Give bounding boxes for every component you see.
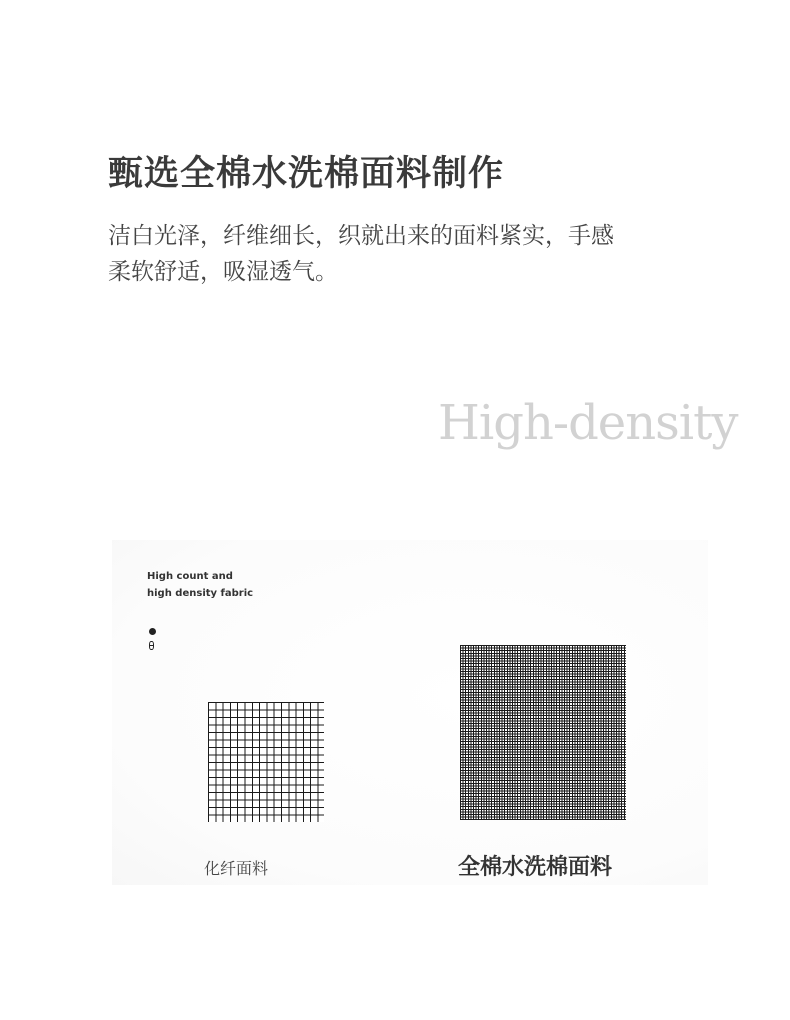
fabric-caption-line-2: high density fabric — [147, 588, 254, 599]
description — [108, 218, 688, 290]
fabric-caption-line-1: High count and — [147, 571, 233, 582]
description-line-1: 洁白光泽，纤维细长，织就出来的面料紧实，手感 — [108, 223, 614, 249]
description-line-2: 柔软舒适，吸湿透气。 — [108, 259, 338, 285]
dense-weave-grid — [460, 645, 626, 820]
high-density-heading: High-density — [438, 395, 738, 451]
synthetic-fabric-label: 化纤面料 — [204, 859, 269, 878]
cotton-fabric-label: 全棉水洗棉面料 — [458, 855, 613, 880]
sparse-weave-grid — [208, 702, 324, 822]
page-title: 甄选全棉水洗棉面料制作 — [108, 154, 505, 194]
fabric-caption — [147, 568, 253, 602]
ring-icon — [149, 641, 154, 650]
dot-icon — [149, 628, 156, 635]
